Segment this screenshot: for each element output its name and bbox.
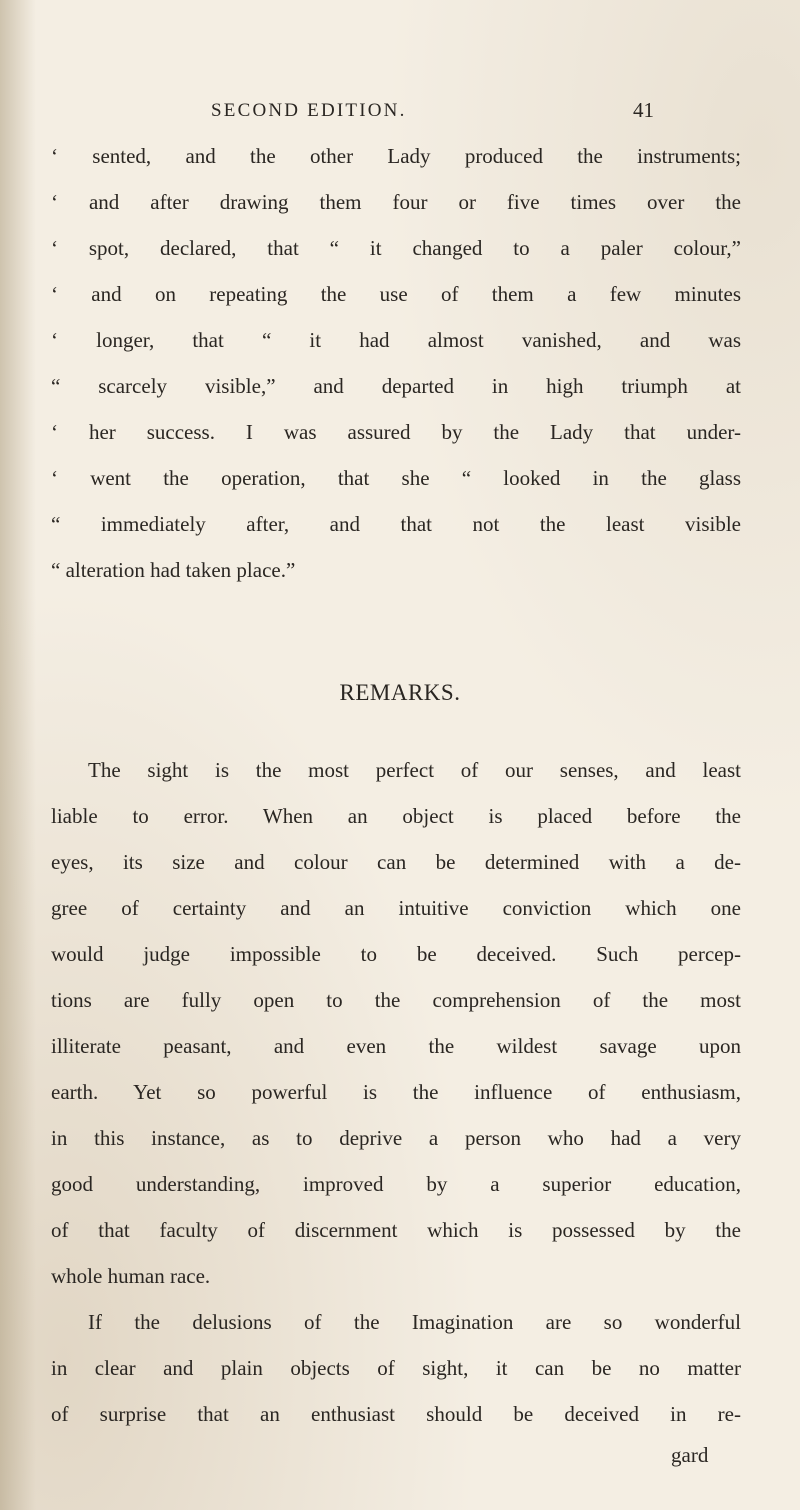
- paragraph-line: The sight is the most perfect of our senses, and least: [88, 758, 741, 782]
- paragraph-line: illiterate peasant, and even the wildest savage upon: [51, 1034, 741, 1058]
- quote-line: ‘ went the operation, that she “ looked in the glass: [51, 466, 741, 490]
- quote-line: ‘ and on repeating the use of them a few minutes: [51, 282, 741, 306]
- paragraph-line: in this instance, as to deprive a person who had a very: [51, 1126, 741, 1150]
- paragraph-line: earth. Yet so powerful is the influence of enthusiasm,: [51, 1080, 741, 1104]
- paragraph-line: If the delusions of the Imagination are so wonderful: [88, 1310, 741, 1334]
- running-head: SECOND EDITION.: [211, 100, 407, 121]
- quote-line: “ alteration had taken place.”: [51, 558, 296, 582]
- quote-line: ‘ sented, and the other Lady produced the instruments;: [51, 144, 741, 168]
- paragraph-line: of that faculty of discernment which is possessed by the: [51, 1218, 741, 1242]
- paragraph-line: liable to error. When an object is placed before the: [51, 804, 741, 828]
- section-heading: REMARKS.: [339, 680, 461, 705]
- paragraph-line: eyes, its size and colour can be determined with a de-: [51, 850, 741, 874]
- page-number: 41: [633, 98, 654, 122]
- quote-line: ‘ spot, declared, that “ it changed to a paler colour,”: [51, 236, 741, 260]
- paragraph-line: would judge impossible to be deceived. Such percep-: [51, 942, 741, 966]
- paragraph-line: good understanding, improved by a superior education,: [51, 1172, 741, 1196]
- paragraph-line: tions are fully open to the comprehension of the most: [51, 988, 741, 1012]
- quote-line: “ scarcely visible,” and departed in high triumph at: [51, 374, 741, 398]
- catchword: gard: [671, 1443, 709, 1467]
- paragraph-line: of surprise that an enthusiast should be deceived in re-: [51, 1402, 741, 1426]
- quote-line: ‘ and after drawing them four or five times over the: [51, 190, 741, 214]
- quote-line: “ immediately after, and that not the least visible: [51, 512, 741, 536]
- quote-line: ‘ longer, that “ it had almost vanished, and was: [51, 328, 741, 352]
- paragraph-line: whole human race.: [51, 1264, 211, 1288]
- paragraph-line: gree of certainty and an intuitive conviction which one: [51, 896, 741, 920]
- page-header: [0, 96, 800, 130]
- gutter-shadow: [0, 0, 36, 1510]
- paragraph-line: in clear and plain objects of sight, it can be no matter: [51, 1356, 741, 1380]
- quote-line: ‘ her success. I was assured by the Lady that under-: [51, 420, 741, 444]
